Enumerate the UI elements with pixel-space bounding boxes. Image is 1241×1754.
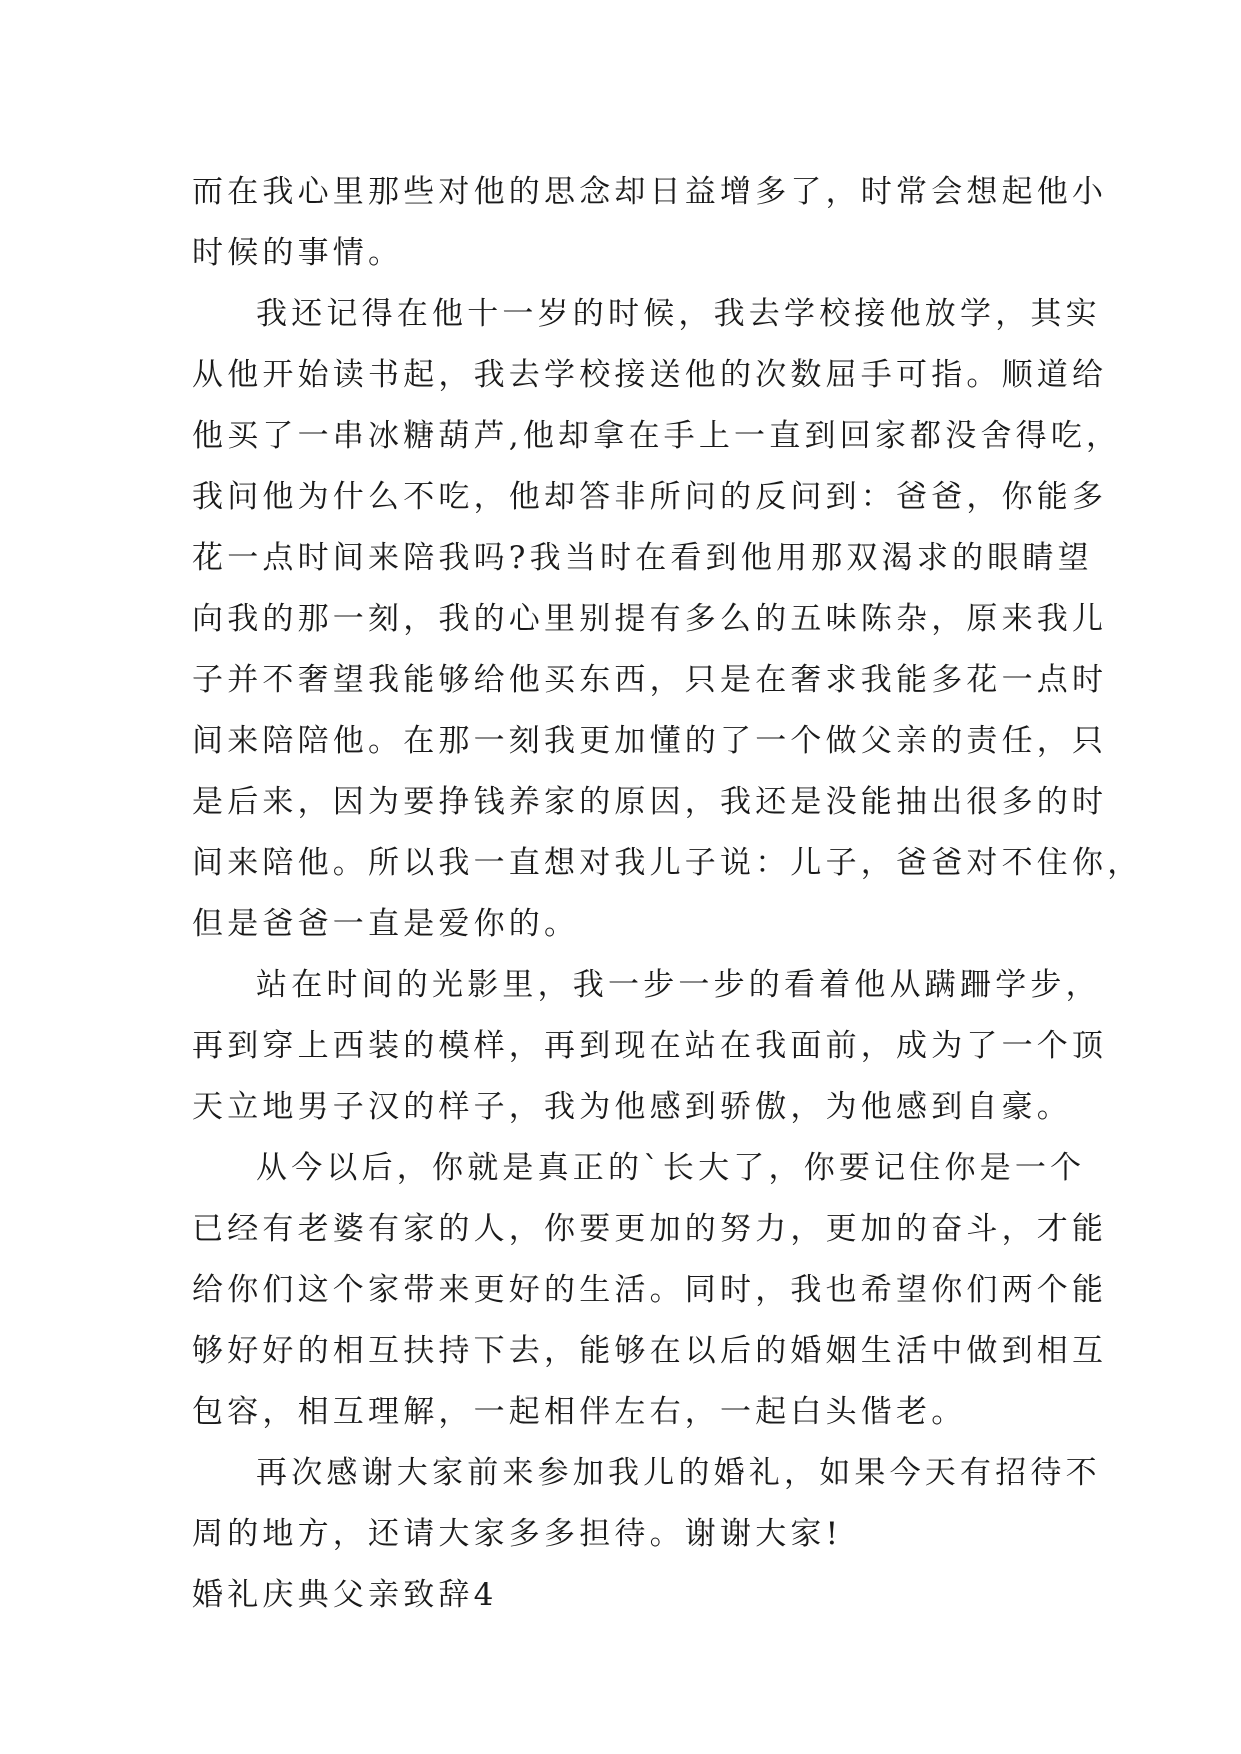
section-heading: 婚礼庆典父亲致辞4 xyxy=(192,1577,498,1613)
body-line: 间来陪他。所以我一直想对我儿子说：儿子，爸爸对不住你， xyxy=(192,845,1143,881)
body-line: 给你们这个家带来更好的生活。同时，我也希望你们两个能 xyxy=(192,1272,1108,1308)
body-line: 周的地方，还请大家多多担待。谢谢大家! xyxy=(192,1516,843,1552)
paragraph-first-line: 站在时间的光影里，我一步一步的看着他从蹒跚学步， xyxy=(256,967,1101,1003)
body-line: 天立地男子汉的样子，我为他感到骄傲，为他感到自豪。 xyxy=(192,1089,1072,1125)
body-line: 我问他为什么不吃，他却答非所问的反问到：爸爸，你能多 xyxy=(192,479,1108,515)
body-line: 而在我心里那些对他的思念却日益增多了，时常会想起他小 xyxy=(192,174,1108,210)
body-line: 够好好的相互扶持下去，能够在以后的婚姻生活中做到相互 xyxy=(192,1333,1108,1369)
body-line: 间来陪陪他。在那一刻我更加懂的了一个做父亲的责任，只 xyxy=(192,723,1108,759)
paragraph-first-line: 我还记得在他十一岁的时候，我去学校接他放学，其实 xyxy=(256,296,1101,332)
body-line: 从他开始读书起，我去学校接送他的次数屈手可指。顺道给 xyxy=(192,357,1108,393)
paragraph-first-line: 再次感谢大家前来参加我儿的婚礼，如果今天有招待不 xyxy=(256,1455,1101,1491)
body-line: 花一点时间来陪我吗?我当时在看到他用那双渴求的眼睛望 xyxy=(192,540,1093,576)
body-line: 子并不奢望我能够给他买东西，只是在奢求我能多花一点时 xyxy=(192,662,1108,698)
body-line: 但是爸爸一直是爱你的。 xyxy=(192,906,580,942)
document-body xyxy=(192,162,1143,1626)
body-line: 向我的那一刻，我的心里别提有多么的五味陈杂，原来我儿 xyxy=(192,601,1108,637)
body-line: 再到穿上西装的模样，再到现在站在我面前，成为了一个顶 xyxy=(192,1028,1108,1064)
body-line: 已经有老婆有家的人，你要更加的努力，更加的奋斗，才能 xyxy=(192,1211,1108,1247)
paragraph-first-line: 从今以后，你就是真正的`长大了，你要记住你是一个 xyxy=(256,1150,1086,1186)
body-line: 他买了一串冰糖葫芦,他却拿在手上一直到回家都没舍得吃， xyxy=(192,418,1122,454)
body-line: 是后来，因为要挣钱养家的原因，我还是没能抽出很多的时 xyxy=(192,784,1108,820)
body-line: 包容，相互理解，一起相伴左右，一起白头偕老。 xyxy=(192,1394,967,1430)
body-line: 时候的事情。 xyxy=(192,235,404,271)
